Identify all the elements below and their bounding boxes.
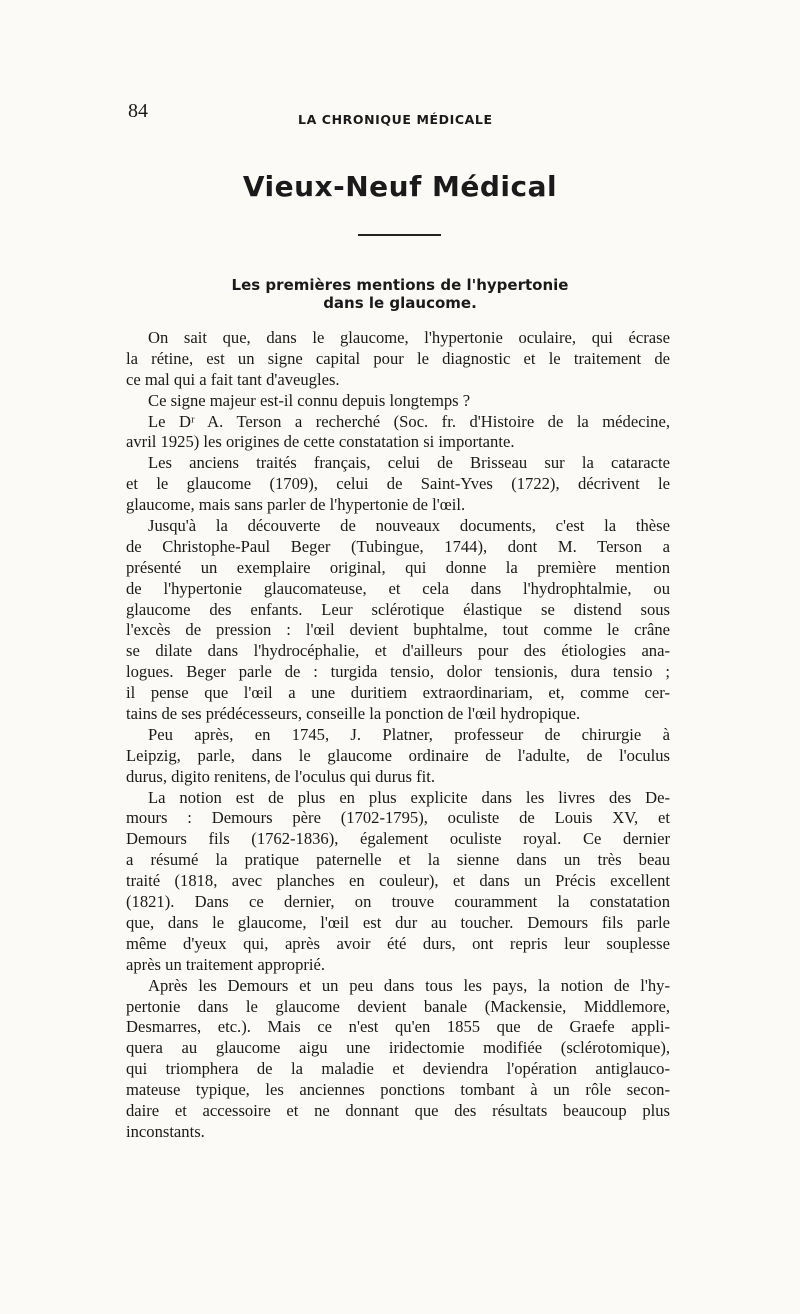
- body-line: Desmarres, etc.). Mais ce n'est qu'en 1855 que de Graefe appli-: [126, 1017, 670, 1037]
- body-line: glaucome, mais sans parler de l'hypertonie de l'œil.: [126, 495, 466, 515]
- body-line: avril 1925) les origines de cette constatation si importante.: [126, 432, 515, 452]
- body-line: et le glaucome (1709), celui de Saint-Yves (1722), décrivent le: [126, 474, 670, 494]
- body-line: Demours fils (1762-1836), également oculiste royal. Ce dernier: [126, 829, 670, 849]
- body-line: l'excès de pression : l'œil devient buphtalme, tout comme le crâne: [126, 620, 670, 640]
- body-line: inconstants.: [126, 1121, 205, 1141]
- body-line: Peu après, en 1745, J. Platner, professeur de chirurgie à: [148, 724, 670, 744]
- body-line: durus, digito renitens, de l'oculus qui durus fit.: [126, 766, 436, 786]
- body-line: logues. Beger parle de : turgida tensio, dolor tensionis, dura tensio ;: [126, 662, 670, 682]
- body-line: quera au glaucome aigu une iridectomie modifiée (sclérotomique),: [126, 1038, 670, 1058]
- body-line: de l'hypertonie glaucomateuse, et cela dans l'hydrophtalmie, ou: [126, 578, 670, 598]
- body-line: (1821). Dans ce dernier, on trouve couramment la constatation: [126, 892, 670, 912]
- body-line: après un traitement approprié.: [126, 954, 326, 974]
- body-line: Jusqu'à la découverte de nouveaux documents, c'est la thèse: [148, 516, 670, 536]
- body-line: Le Dʳ A. Terson a recherché (Soc. fr. d'Histoire de la médecine,: [148, 411, 670, 431]
- article-body: [126, 328, 670, 1143]
- article-title: Vieux-Neuf Médical: [242, 170, 558, 203]
- body-line: a résumé la pratique paternelle et la sienne dans un très beau: [126, 850, 670, 870]
- body-line: Ce signe majeur est-il connu depuis longtemps ?: [148, 390, 471, 410]
- body-line: qui triomphera de la maladie et deviendra l'opération antiglauco-: [126, 1059, 670, 1079]
- page-number: 84: [128, 100, 148, 122]
- body-line: glaucome des enfants. Leur sclérotique élastique se distend sous: [126, 599, 670, 619]
- body-line: ce mal qui a fait tant d'aveugles.: [126, 369, 340, 389]
- body-line: pertonie dans le glaucome devient banale (Mackensie, Middlemore,: [126, 996, 670, 1016]
- body-line: Les anciens traités français, celui de Brisseau sur la cataracte: [148, 453, 670, 473]
- subtitle-line-2: dans le glaucome.: [323, 294, 477, 312]
- title-rule: [358, 234, 441, 236]
- body-line: la rétine, est un signe capital pour le diagnostic et le traitement de: [126, 348, 670, 368]
- body-line: daire et accessoire et ne donnant que des résultats beaucoup plus: [126, 1100, 670, 1120]
- body-line: traité (1818, avec planches en couleur), et dans un Précis excellent: [126, 871, 670, 891]
- body-line: de Christophe-Paul Beger (Tubingue, 1744), dont M. Terson a: [126, 536, 670, 556]
- body-line: On sait que, dans le glaucome, l'hypertonie oculaire, qui écrase: [148, 328, 670, 347]
- body-line: mateuse typique, les anciennes ponctions tombant à un rôle secon-: [126, 1080, 670, 1100]
- body-line: même d'yeux qui, après avoir été durs, ont repris leur souplesse: [126, 933, 670, 953]
- body-line: que, dans le glaucome, l'œil est dur au toucher. Demours fils parle: [126, 912, 670, 932]
- body-line: il pense que l'œil a une duritiem extraordinariam, et, comme cer-: [126, 683, 670, 703]
- body-line: Après les Demours et un peu dans tous les pays, la notion de l'hy-: [148, 975, 670, 995]
- body-line: tains de ses prédécesseurs, conseille la ponction de l'œil hydropique.: [126, 704, 581, 724]
- running-head: LA CHRONIQUE MÉDICALE: [298, 112, 493, 127]
- body-line: Leipzig, parle, dans le glaucome ordinaire de l'adulte, de l'oculus: [126, 745, 670, 765]
- body-line: La notion est de plus en plus explicite dans les livres des De-: [148, 787, 670, 807]
- subtitle-line-1: Les premières mentions de l'hypertonie: [231, 276, 569, 294]
- body-line: mours : Demours père (1702-1795), oculiste de Louis XV, et: [126, 808, 670, 828]
- body-line: présenté un exemplaire original, qui donne la première mention: [126, 557, 670, 577]
- body-line: se dilate dans l'hydrocéphalie, et d'ailleurs pour des étiologies ana-: [126, 641, 670, 661]
- article-subtitle: [150, 276, 650, 312]
